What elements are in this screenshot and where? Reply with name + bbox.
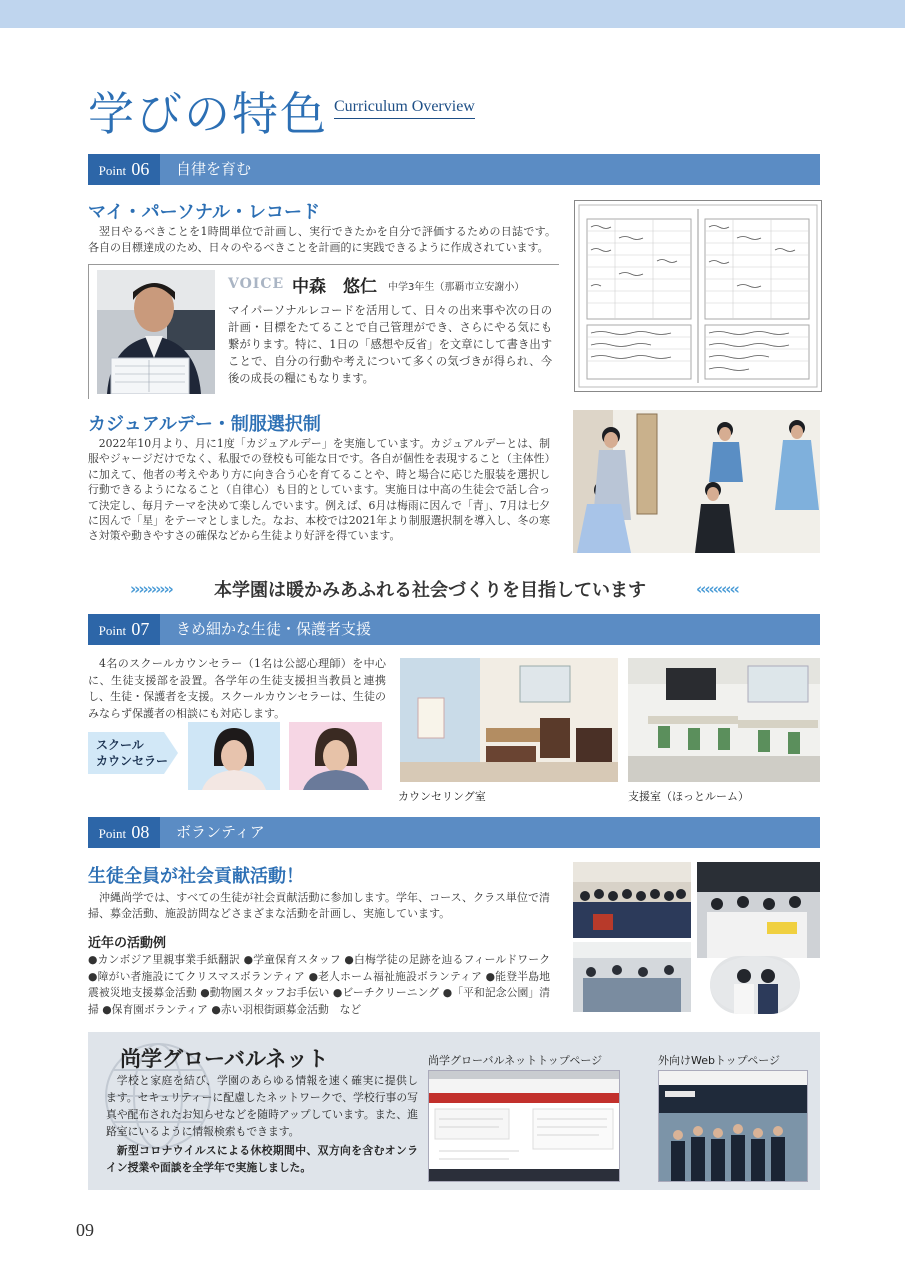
- support-room-photo: [628, 658, 820, 782]
- web-top-screenshot: [658, 1070, 808, 1182]
- point08-label: ボランティア: [176, 823, 265, 841]
- counseling-room-photo: [400, 658, 618, 782]
- record-text: 翌日やるべきことを1時間単位で計画し、実行できたかを自分で評価するための日誌です。各自の目標達成のため、日々のやるべきことを計画的に実践できるように作成されています。: [88, 225, 556, 255]
- web-top-caption: 外向けWebトップページ: [658, 1054, 780, 1067]
- point08-badge-number: 08: [131, 822, 150, 842]
- point07-bar: [88, 614, 820, 645]
- record-heading: マイ・パーソナル・レコード: [88, 202, 321, 223]
- volunteer-photo-4: [710, 956, 800, 1014]
- page-subtitle: Curriculum Overview: [334, 98, 475, 119]
- page-number: 09: [76, 1220, 94, 1240]
- counselor-label-line2: カウンセラー: [96, 754, 169, 768]
- counselor-label: [88, 732, 178, 774]
- global-net-top-caption: 尚学グローバルネットトップページ: [428, 1054, 603, 1067]
- casual-day-photo: [573, 410, 820, 553]
- point07-badge-prefix: Point: [98, 623, 127, 638]
- counselor-photo-2: [289, 722, 382, 790]
- counselor-photo-1: [188, 722, 280, 790]
- support-text: 4名のスクールカウンセラー（1名は公認心理師）を中心に、生徒支援部を設置。各学年の生徒支援担当教員と連携し、生徒・保護者を支援。スクールカウンセラーは、生徒のみならず保護者の相談にも対応します。: [88, 657, 386, 720]
- student-photo: [97, 270, 215, 394]
- voice-name: 中森 悠仁: [292, 277, 377, 297]
- global-net-screenshot: [428, 1070, 620, 1182]
- volunteer-text: 沖縄尚学では、すべての生徒が社会貢献活動に参加します。学年、コース、クラス単位で清掃、募金活動、施設訪問などさまざまな活動を計画し、実施しています。: [88, 891, 550, 921]
- voice-text: マイパーソナルレコードを活用して、日々の出来事や次の日の計画・目標をたてることで自己管理ができ、さらにやる気にも繋がります。特に、1日の「感想や反省」を文章にして書き出すことで、自分の行動や考えについて多くの気づきが得られ、今後の成長の糧にもなります。: [228, 304, 552, 385]
- banner-right-chevrons: ‹‹‹‹‹‹‹‹‹‹: [696, 580, 738, 598]
- point07-badge: [88, 614, 160, 645]
- support-room-caption: 支援室（ほっとルーム）: [628, 790, 749, 803]
- personal-record-sheet-image: [574, 200, 822, 392]
- counselor-label-line1: スクール: [96, 738, 144, 752]
- point06-label: 自律を育む: [176, 160, 252, 178]
- global-net-text-bold: 新型コロナウイルスによる休校期間中、双方向を含むオンライン授業や面談を全学年で実施しました。: [106, 1144, 418, 1174]
- point07-badge-number: 07: [131, 619, 150, 639]
- volunteer-photo-3: [573, 942, 691, 1012]
- voice-grade: 中学3年生（那覇市立安謝小）: [388, 282, 525, 293]
- point06-badge: [88, 154, 160, 185]
- banner-left-chevrons: ››››››››››: [130, 580, 172, 598]
- banner-text: 本学園は暖かみあふれる社会づくりを目指しています: [214, 580, 646, 601]
- point08-badge-prefix: Point: [98, 826, 127, 841]
- page-title: 学びの特色: [88, 87, 328, 141]
- volunteer-heading: 生徒全員が社会貢献活動！: [88, 866, 304, 887]
- voice-tag: VOICE: [228, 276, 285, 292]
- volunteer-photo-2: [697, 862, 820, 958]
- global-net-heading: 尚学グローバルネット: [120, 1046, 329, 1071]
- point08-bar: [88, 817, 820, 848]
- counseling-room-caption: カウンセリング室: [398, 790, 486, 803]
- point07-label: きめ細かな生徒・保護者支援: [176, 620, 372, 638]
- point08-badge: [88, 817, 160, 848]
- casual-text: 2022年10月より、月に1度「カジュアルデー」を実施しています。カジュアルデーとは、制服やジャージだけでなく、私服での登校も可能な日です。各自が個性を表現すること（主体性）に加えて、他者の考えやあり方に向き合う心を育てることや、時と場合に応じた服装を選択し行動できるようになること（自律心）も目的としています。実施日は中高の生徒会で話し合って決定し、毎月テーマを決めて楽しんでいます。例えば、6月は梅雨に因んで「青」、7月は七夕に因んで「星」をテーマとしました。なお、本校では2021年より制服選択制を導入し、冬の寒さ対策や動きやすさの確保などから生徒より好評を得ています。: [88, 437, 550, 543]
- activities-heading: 近年の活動例: [88, 936, 167, 951]
- point06-bar: [88, 154, 820, 185]
- point06-badge-number: 06: [131, 159, 150, 179]
- point06-badge-prefix: Point: [98, 163, 127, 178]
- casual-heading: カジュアルデー・制服選択制: [88, 414, 321, 435]
- volunteer-photo-1: [573, 862, 691, 938]
- activities-text: ●カンボジア里親事業手紙翻訳 ●学童保育スタッフ ●白梅学徒の足跡を辿るフィールドワーク ●障がい者施設にてクリスマスボランティア ●老人ホーム福祉施設ボランティア ●能登半島地震被災地支援募金活動 ●動物園スタッフお手伝い ●ビーチクリーニング ●「平和記念公園」清掃 ●保育園ボランティア ●赤い羽根街頭募金活動 など: [88, 953, 550, 1016]
- top-band: [0, 0, 905, 28]
- global-net-text: 学校と家庭を結び、学園のあらゆる情報を速く確実に提供します。セキュリティーに配慮したネットワークで、学校行事の写真や配布されたお知らせなどを随時アップしています。また、進路室にいるように情報検索もできます。: [106, 1074, 418, 1138]
